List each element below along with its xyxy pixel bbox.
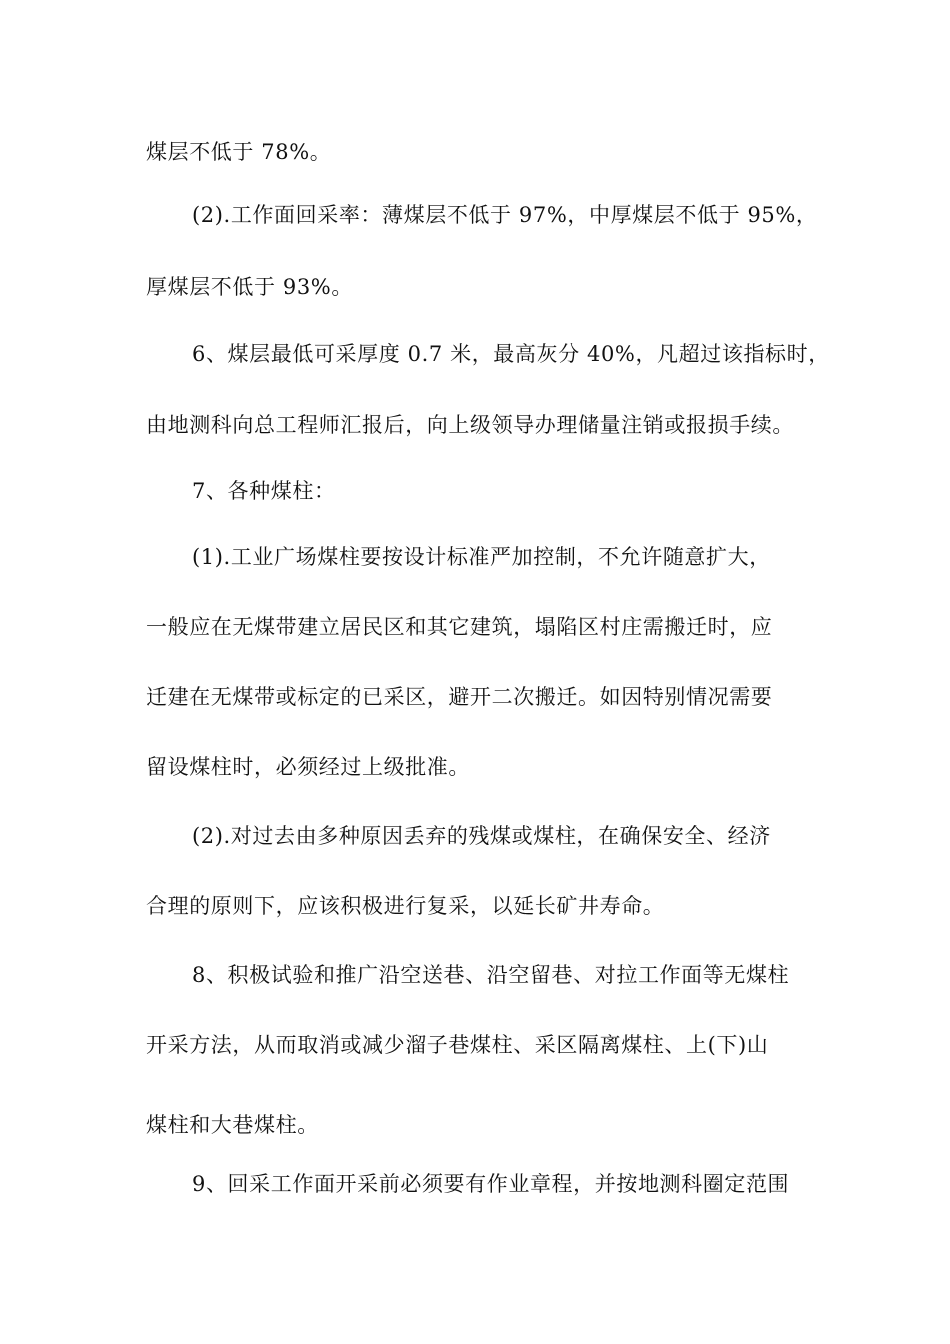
text-line: 8、积极试验和推广沿空送巷、沿空留巷、对拉工作面等无煤柱: [192, 963, 790, 987]
text-line: 煤柱和大巷煤柱。: [146, 1113, 319, 1137]
text-line: 6、煤层最低可采厚度 0.7 米，最高灰分 40%，凡超过该指标时，: [192, 342, 830, 366]
text-line: 迁建在无煤带或标定的已采区，避开二次搬迁。如因特别情况需要: [146, 685, 773, 709]
text-line: (1).工业广场煤柱要按设计标准严加控制，不允许随意扩大，: [192, 545, 771, 569]
text-line: (2).工作面回采率：薄煤层不低于 97%，中厚煤层不低于 95%，: [192, 203, 818, 227]
text-line: 合理的原则下，应该积极进行复采，以延长矿井寿命。: [146, 894, 665, 918]
text-line: 开采方法，从而取消或减少溜子巷煤柱、采区隔离煤柱、上(下)山: [146, 1033, 769, 1057]
text-line: 厚煤层不低于 93%。: [146, 275, 353, 299]
text-line: 由地测科向总工程师汇报后，向上级领导办理储量注销或报损手续。: [146, 413, 794, 437]
text-line: (2).对过去由多种原因丢弃的残煤或煤柱，在确保安全、经济: [192, 824, 771, 848]
text-line: 7、各种煤柱：: [192, 479, 336, 503]
text-line: 煤层不低于 78%。: [146, 140, 332, 164]
text-line: 9、回采工作面开采前必须要有作业章程，并按地测科圈定范围: [192, 1172, 790, 1196]
text-line: 一般应在无煤带建立居民区和其它建筑，塌陷区村庄需搬迁时，应: [146, 615, 773, 639]
text-line: 留设煤柱时，必须经过上级批准。: [146, 755, 470, 779]
